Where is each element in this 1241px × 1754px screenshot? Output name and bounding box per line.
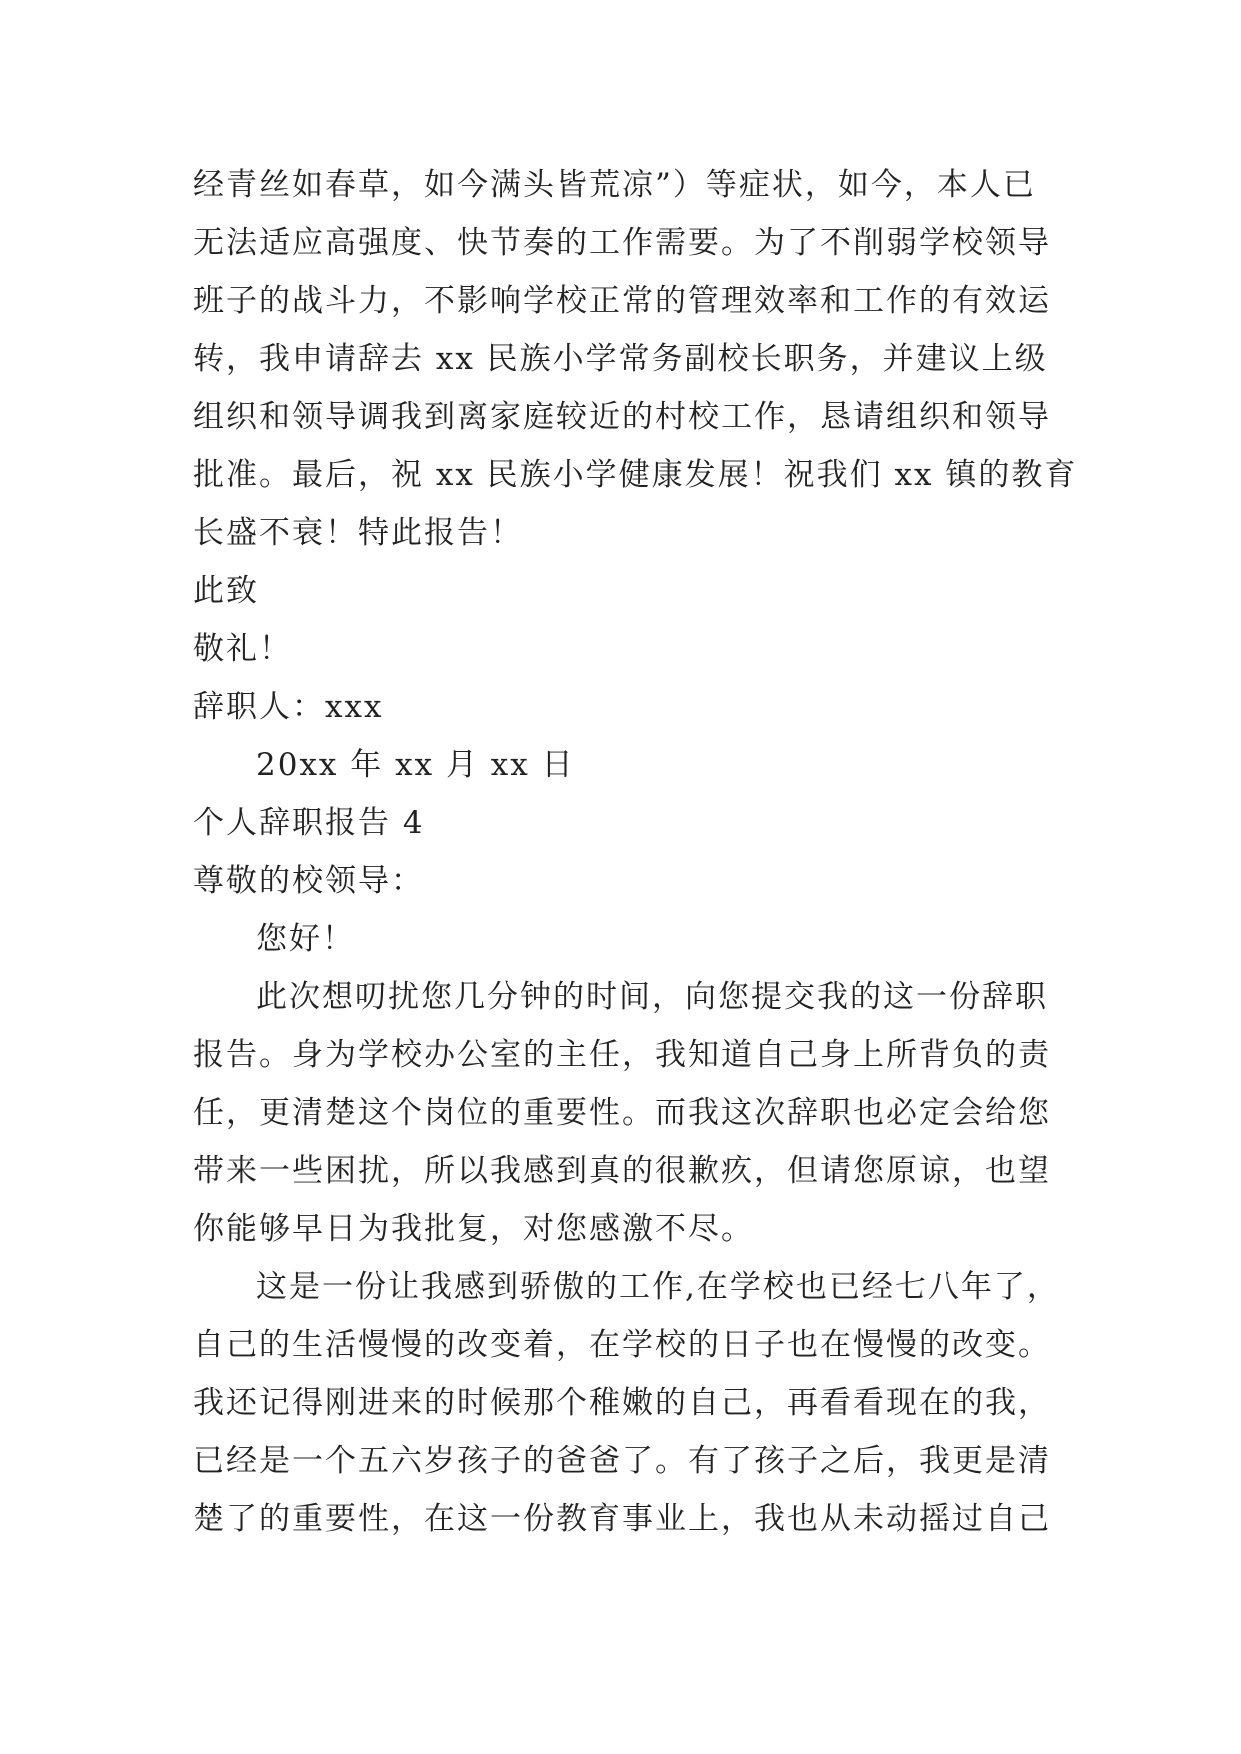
section-heading: 个人辞职报告 4 [193, 805, 425, 841]
body-line: 长盛不衰！特此报告！ [193, 515, 523, 551]
body-line: 任，更清楚这个岗位的重要性。而我这次辞职也必定会给您 [193, 1095, 1051, 1131]
body-line: 此次想叨扰您几分钟的时间，向您提交我的这一份辞职 [256, 979, 1048, 1015]
body-line: 经青丝如春草，如今满头皆荒凉”）等症状，如今，本人已 [193, 167, 1036, 203]
body-line: 这是一份让我感到骄傲的工作,在学校也已经七八年了， [256, 1269, 1060, 1305]
signature-line: 辞职人：xxx [193, 689, 384, 725]
greeting: 您好！ [256, 921, 355, 957]
salutation: 尊敬的校领导： [193, 863, 424, 899]
body-line: 自己的生活慢慢的改变着，在学校的日子也在慢慢的改变。 [193, 1327, 1051, 1363]
body-line: 带来一些困扰，所以我感到真的很歉疚，但请您原谅，也望 [193, 1153, 1051, 1189]
body-line: 已经是一个五六岁孩子的爸爸了。有了孩子之后，我更是清 [193, 1443, 1051, 1479]
body-line: 班子的战斗力，不影响学校正常的管理效率和工作的有效运 [193, 283, 1051, 319]
body-line: 楚了的重要性，在这一份教育事业上，我也从未动摇过自己 [193, 1501, 1051, 1537]
body-line: 报告。身为学校办公室的主任，我知道自己身上所背负的责 [193, 1037, 1051, 1073]
body-line: 组织和领导调我到离家庭较近的村校工作，恳请组织和领导 [193, 399, 1051, 435]
closing-line: 此致 [193, 573, 259, 609]
body-line: 转，我申请辞去 xx 民族小学常务副校长职务，并建议上级 [193, 341, 1048, 377]
body-line: 你能够早日为我批复，对您感激不尽。 [193, 1211, 754, 1247]
body-line: 我还记得刚进来的时候那个稚嫩的自己，再看看现在的我， [193, 1385, 1051, 1421]
date-line: 20xx 年 xx 月 xx 日 [256, 747, 575, 783]
body-line: 批准。最后，祝 xx 民族小学健康发展！祝我们 xx 镇的教育 [193, 457, 1078, 493]
body-line: 无法适应高强度、快节奏的工作需要。为了不削弱学校领导 [193, 225, 1051, 261]
closing-salute: 敬礼！ [193, 631, 292, 667]
